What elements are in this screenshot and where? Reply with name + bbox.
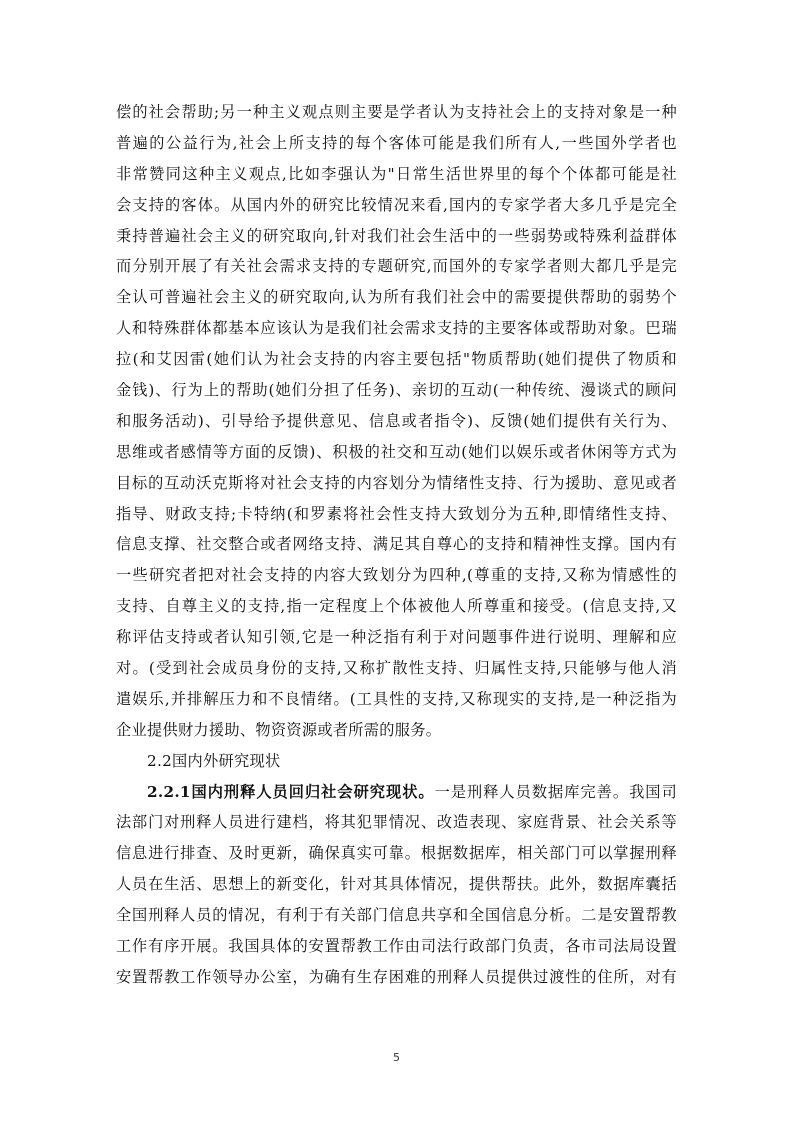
text-line: 工作有序开展。我国具体的安置帮教工作由司法行政部门负责，各市司法局设置 xyxy=(116,937,677,956)
text-line: 信息进行排查、及时更新，确保真实可靠。根据数据库，相关部门可以掌握刑释 xyxy=(116,844,677,863)
page-number: 5 xyxy=(393,1051,400,1064)
text-line: 对。(受到社会成员身份的支持,又称扩散性支持、归属性支持,只能够与他人消 xyxy=(116,659,677,678)
text-line: 支持、自尊主义的支持,指一定程度上个体被他人所尊重和接受。(信息支持,又 xyxy=(116,597,677,616)
text-line: 秉持普遍社会主义的研究取向,针对我们社会生活中的一些弱势或特殊利益群体 xyxy=(116,226,677,245)
text-line: 人和特殊群体都基本应该认为是我们社会需求支持的主要客体或帮助对象。巴瑞 xyxy=(116,319,677,338)
text-line: 金钱)、行为上的帮助(她们分担了任务)、亲切的互动(一种传统、漫谈式的顾问 xyxy=(116,381,677,400)
subsection-title: 2.2.1国内刑释人员回归社会研究现状。 xyxy=(147,782,435,801)
text-line: 信息支撑、社交整合或者网络支持、满足其自尊心的支持和精神性支撑。国内有 xyxy=(116,535,677,554)
text-line: 遣娱乐,并排解压力和不良情绪。(工具性的支持,又称现实的支持,是一种泛指为 xyxy=(116,689,677,708)
text-line: 会支持的客体。从国内外的研究比较情况来看,国内的专家学者大多几乎是完全 xyxy=(116,195,677,214)
text-line: 和服务活动)、引导给予提供意见、信息或者指令)、反馈(她们提供有关行为、 xyxy=(116,411,677,430)
text-line: 法部门对刑释人员进行建档，将其犯罪情况、改造表现、家庭背景、社会关系等 xyxy=(116,813,677,832)
text-line: 拉(和艾因雷(她们认为社会支持的内容主要包括"物质帮助(她们提供了物质和 xyxy=(116,350,677,369)
text-line: 企业提供财力援助、物资资源或者所需的服务。 xyxy=(116,720,442,739)
section-heading: 2.2国内外研究现状 xyxy=(147,751,281,770)
text-line: 全国刑释人员的情况，有利于有关部门信息共享和全国信息分析。二是安置帮教 xyxy=(116,906,677,925)
text-line: 称评估支持或者认知引领,它是一种泛指有利于对问题事件进行说明、理解和应 xyxy=(116,628,677,647)
text-line: 而分别开展了有关社会需求支持的专题研究,而国外的专家学者则大都几乎是完 xyxy=(116,257,677,276)
text-line: 偿的社会帮助;另一种主义观点则主要是学者认为支持社会上的支持对象是一种 xyxy=(116,103,677,121)
subsection-first-line-text: 一是刑释人员数据库完善。我国司 xyxy=(434,782,677,801)
subsection-first-line xyxy=(116,777,677,808)
body-text xyxy=(116,97,677,993)
text-line: 全认可普遍社会主义的研究取向,认为所有我们社会中的需要提供帮助的弱势个 xyxy=(116,288,677,307)
text-line: 思维或者感情等方面的反馈)、积极的社交和互动(她们以娱乐或者休闲等方式为 xyxy=(116,442,677,461)
text-line: 安置帮教工作领导办公室，为确有生存困难的刑释人员提供过渡性的住所，对有 xyxy=(116,967,677,986)
text-line: 一些研究者把对社会支持的内容大致划分为四种,(尊重的支持,又称为情感性的 xyxy=(116,566,677,585)
text-line: 指导、财政支持;卡特纳(和罗素将社会性支持大致划分为五种,即情绪性支持、 xyxy=(116,504,677,523)
text-line: 非常赞同这种主义观点,比如李强认为"日常生活世界里的每个个体都可能是社 xyxy=(116,164,677,183)
text-line: 普遍的公益行为,社会上所支持的每个客体可能是我们所有人,一些国外学者也 xyxy=(116,133,677,152)
text-line: 目标的互动沃克斯将对社会支持的内容划分为情绪性支持、行为援助、意见或者 xyxy=(116,473,677,492)
text-line: 人员在生活、思想上的新变化，针对其具体情况，提供帮扶。此外，数据库囊括 xyxy=(116,875,677,894)
